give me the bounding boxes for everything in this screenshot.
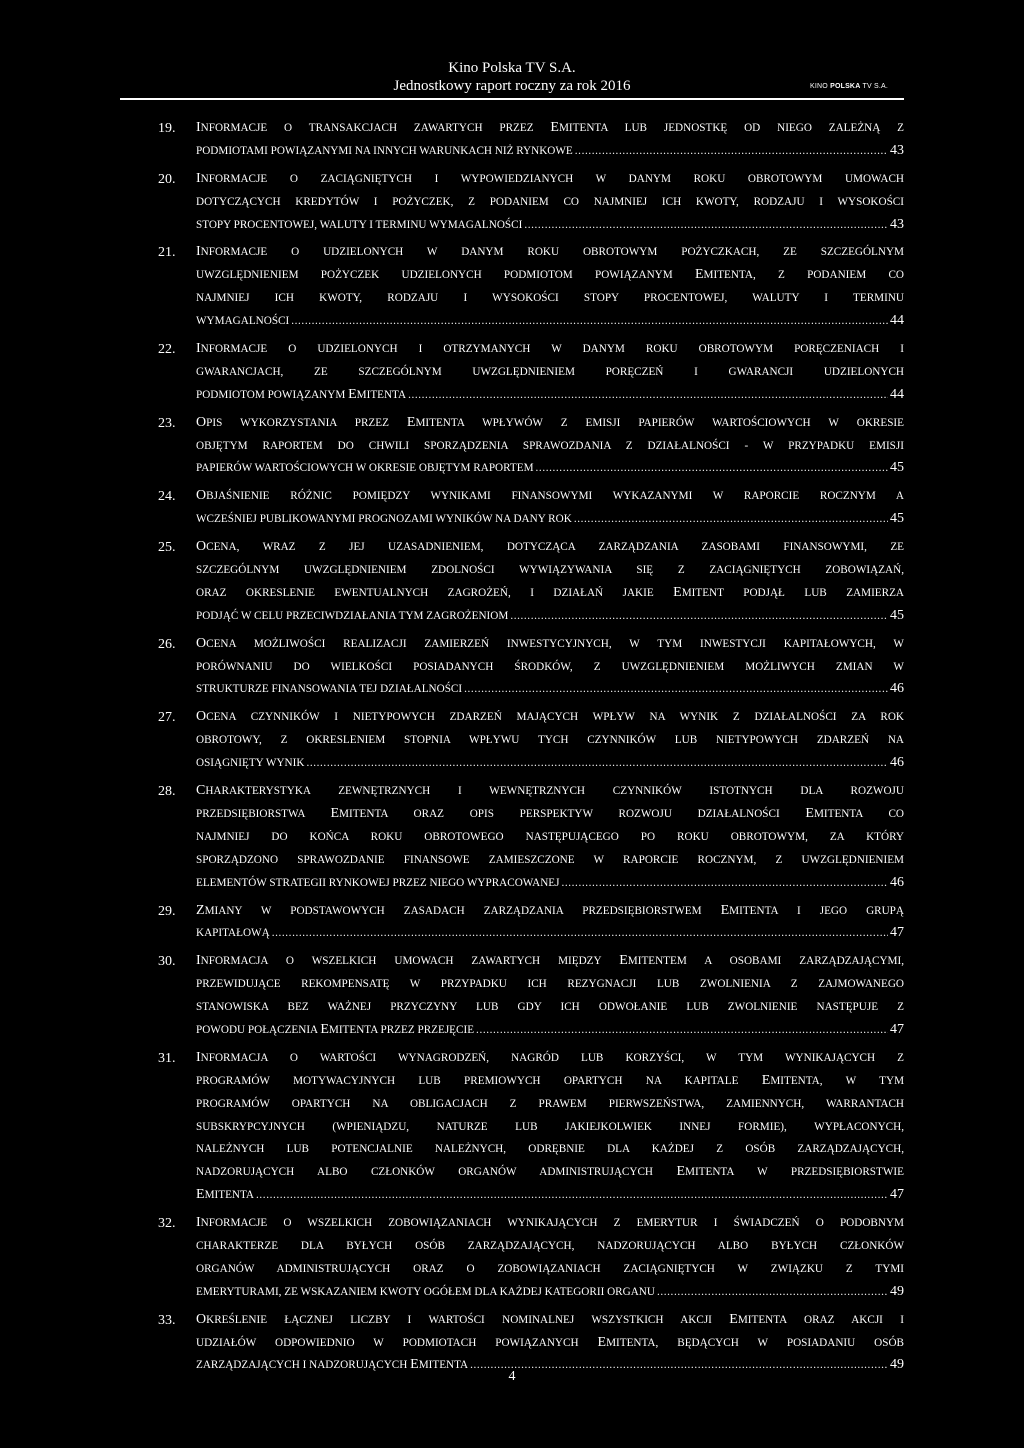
toc-entry[interactable] — [158, 950, 904, 1042]
toc-entry-text-end: EMITENTA — [196, 1187, 254, 1203]
logo-suffix: TV S.A. — [860, 83, 888, 90]
toc-entry-text-end: STRUKTURZE FINANSOWANIA TEJ DZIAŁALNOŚCI — [196, 683, 463, 696]
toc-entry-last-line — [196, 310, 904, 333]
toc-entry-text-line: SZCZEGÓLNYM UWZGLĘDNIENIEM ZDOLNOŚCI WYWIĄZYWANIA SIĘ Z ZACIĄGNIĘTYCH ZOBOWIĄZAŃ, — [196, 564, 904, 577]
toc-page-reference[interactable]: 43 — [890, 142, 904, 158]
toc-entry-text-end: WYMAGALNOŚCI — [196, 315, 290, 328]
toc-entry-number: 26. — [158, 636, 176, 652]
dot-leader — [561, 872, 888, 895]
toc-entry-text-end: KAPITAŁOWĄ — [196, 927, 270, 940]
toc-entry-last-line — [196, 384, 904, 407]
toc-entry[interactable] — [158, 485, 904, 531]
toc-entry-text-line: SUBSKRYPCYJNYCH (WPIENIĄDZU, NATURZE LUB JAKIEJKOLWIEK INNEJ FORMIE), WYPŁACONYCH, — [196, 1120, 904, 1133]
toc-entry-last-line — [196, 457, 904, 480]
toc-entry-text-line: INFORMACJA O WARTOŚCI WYNAGRODZEŃ, NAGRÓD LUB KORZYŚCI, W TYM WYNIKAJĄCYCH Z — [196, 1049, 904, 1065]
dot-leader — [306, 752, 888, 775]
dot-leader — [510, 605, 888, 628]
dot-leader — [256, 1184, 888, 1207]
dot-leader — [524, 214, 888, 237]
dot-leader — [575, 140, 888, 163]
header-report-title: Jednostkowy raport roczny za rok 2016 — [393, 78, 631, 94]
toc-entry-text-line: INFORMACJE O TRANSAKCJACH ZAWARTYCH PRZEZ EMITENTA LUB JEDNOSTKĘ OD NIEGO ZALEŻNĄ Z — [196, 120, 904, 135]
dot-leader — [536, 457, 888, 480]
toc-entry-number: 19. — [158, 121, 176, 136]
toc-entry-text-line: NALEŻNYCH LUB POTENCJALNIE NALEŻNYCH, ODRĘBNIE DLA KAŻDEJ Z OSÓB ZARZĄDZAJĄCYCH, — [196, 1143, 904, 1156]
toc-entry-last-line — [196, 605, 904, 628]
toc-entry[interactable] — [158, 117, 904, 163]
toc-entry-text-line: OBROTOWY, Z OKRESLENIEM STOPNIA WPŁYWU TYCH CZYNNIKÓW LUB NIETYPOWYCH ZDARZEŃ NA — [196, 734, 904, 747]
toc-entry[interactable] — [158, 633, 904, 702]
page-number: 4 — [508, 1369, 516, 1384]
toc-entry-text-line: OPIS WYKORZYSTANIA PRZEZ EMITENTA WPŁYWÓW Z EMISJI PAPIERÓW WARTOŚCIOWYCH W OKRESIE — [196, 414, 904, 430]
dot-leader — [291, 310, 888, 333]
toc-page-reference[interactable]: 46 — [890, 874, 904, 890]
toc-entry-last-line — [196, 1281, 904, 1304]
toc-entry-text-end: ZARZĄDZAJĄCYCH I NADZORUJĄCYCH EMITENTA — [196, 1357, 469, 1373]
toc-entry[interactable] — [158, 1309, 904, 1378]
toc-entry-text-end: STOPY PROCENTOWEJ, WALUTY I TERMINU WYMAGALNOŚCI — [196, 218, 523, 231]
toc-entry-text-line: OBJĘTYM RAPORTEM DO CHWILI SPORZĄDZENIA SPRAWOZDANIA Z DZIAŁALNOŚCI - W PRZYPADKU EMISJI — [196, 439, 904, 452]
toc-entry-number: 33. — [158, 1312, 176, 1328]
toc-entry-text-end: PAPIERÓW WARTOŚCIOWYCH W OKRESIE OBJĘTYM RAPORTEM — [196, 462, 534, 475]
header-company-name: Kino Polska TV S.A. — [448, 60, 576, 76]
toc-entry-number: 25. — [158, 540, 176, 556]
logo-prefix: KINO — [810, 83, 831, 90]
toc-entry-text-end: EMERYTURAMI, ZE WSKAZANIEM KWOTY OGÓŁEM DLA KAŻDEJ KATEGORII ORGANU — [196, 1285, 655, 1298]
toc-page-reference[interactable]: 45 — [890, 607, 904, 623]
toc-entry-text-line: UDZIAŁÓW ODPOWIEDNIO W PODMIOTACH POWIĄZANYCH EMITENTA, BĘDĄCYCH W POSIADANIU OSÓB — [196, 1334, 904, 1350]
header-divider — [120, 98, 904, 100]
dot-leader — [574, 508, 888, 531]
toc-entry-text-end: PODMIOTAMI POWIĄZANYMI NA INNYCH WARUNKACH NIŻ RYNKOWE — [196, 144, 573, 157]
toc-entry[interactable] — [158, 900, 904, 946]
toc-entry-last-line — [196, 1019, 904, 1042]
toc-entry-text-line: INFORMACJE O ZACIĄGNIĘTYCH I WYPOWIEDZIANYCH W DANYM ROKU OBROTOWYM UMOWACH — [196, 170, 904, 186]
toc-entry-text-line: PROGRAMÓW MOTYWACYJNYCH LUB PREMIOWYCH OPARTYCH NA KAPITALE EMITENTA, W TYM — [196, 1072, 904, 1088]
table-of-contents — [158, 117, 904, 1382]
toc-entry-text-line: ZMIANY W PODSTAWOWYCH ZASADACH ZARZĄDZANIA PRZEDSIĘBIORSTWEM EMITENTA I JEGO GRUPĄ — [196, 902, 904, 918]
toc-page-reference[interactable]: 44 — [890, 386, 904, 402]
toc-entry-number: 31. — [158, 1050, 176, 1066]
toc-entry-text-end: PODMIOTOM POWIĄZANYM EMITENTA — [196, 386, 407, 402]
toc-entry-text-line: STANOWISKA BEZ WAŻNEJ PRZYCZYNY LUB GDY ICH ODWOŁANIE LUB ZWOLNIENIE NASTĘPUJE Z — [196, 1001, 904, 1014]
toc-page-reference[interactable]: 47 — [890, 1021, 904, 1037]
toc-page-reference[interactable]: 46 — [890, 681, 904, 697]
toc-page-reference[interactable]: 44 — [890, 313, 904, 329]
toc-entry[interactable] — [158, 168, 904, 237]
toc-entry-text-line: GWARANCJACH, ZE SZCZEGÓLNYM UWZGLĘDNIENIEM PORĘCZEŃ I GWARANCJI UDZIELONYCH — [196, 365, 904, 378]
toc-entry-number: 22. — [158, 342, 176, 358]
toc-entry-text-end: WCZEŚNIEJ PUBLIKOWANYMI PROGNOZAMI WYNIKÓW NA DANY ROK — [196, 513, 572, 526]
toc-entry[interactable] — [158, 1212, 904, 1304]
toc-entry-number: 32. — [158, 1216, 176, 1232]
page-header — [120, 56, 904, 100]
toc-entry-text-line: NADZORUJĄCYCH ALBO CZŁONKÓW ORGANÓW ADMINISTRUJĄCYCH EMITENTA W PRZEDSIĘBIORSTWIE — [196, 1164, 904, 1180]
toc-entry-text-line: SPORZĄDZONO SPRAWOZDANIE FINANSOWE ZAMIESZCZONE W RAPORCIE ROCZNYM, Z UWZGLĘDNIENIEM — [196, 853, 904, 866]
toc-entry[interactable] — [158, 536, 904, 628]
toc-entry-text-line: CHARAKTERYSTYKA ZEWNĘTRZNYCH I WEWNĘTRZNYCH CZYNNIKÓW ISTOTNYCH DLA ROZWOJU — [196, 783, 904, 799]
toc-page-reference[interactable]: 43 — [890, 216, 904, 232]
toc-entry-text-line: OKREŚLENIE ŁĄCZNEJ LICZBY I WARTOŚCI NOMINALNEJ WSZYSTKICH AKCJI EMITENTA ORAZ AKCJI I — [196, 1311, 904, 1327]
toc-page-reference[interactable]: 47 — [890, 925, 904, 941]
toc-entry-text-line: PROGRAMÓW OPARTYCH NA OBLIGACJACH Z PRAWEM PIERWSZEŃSTWA, ZAMIENNYCH, WARRANTACH — [196, 1097, 904, 1110]
toc-entry-number: 24. — [158, 489, 176, 505]
toc-entry-text-end: POWODU POŁĄCZENIA EMITENTA PRZEZ PRZEJĘCIE — [196, 1021, 475, 1037]
toc-entry-last-line — [196, 214, 904, 237]
dot-leader — [476, 1019, 888, 1042]
toc-entry-text-line: CHARAKTERZE DLA BYŁYCH OSÓB ZARZĄDZAJĄCYCH, NADZORUJĄCYCH ALBO BYŁYCH CZŁONKÓW — [196, 1239, 904, 1252]
toc-entry-text-line: ORAZ OKRESLENIE EWENTUALNYCH ZAGROŻEŃ, I DZIAŁAŃ JAKIE EMITENT PODJĄŁ LUB ZAMIERZA — [196, 584, 904, 600]
toc-page-reference[interactable]: 49 — [890, 1357, 904, 1373]
toc-entry-text-end: ELEMENTÓW STRATEGII RYNKOWEJ PRZEZ NIEGO WYPRACOWANEJ — [196, 876, 560, 889]
company-logo — [810, 83, 888, 90]
toc-page-reference[interactable]: 45 — [890, 511, 904, 527]
toc-entry-text-line: PRZEWIDUJĄCE REKOMPENSATĘ W PRZYPADKU ICH REZYGNACJI LUB ZWOLNIENIA Z ZAJMOWANEGO — [196, 978, 904, 991]
toc-entry-text-line: OCENA MOŻLIWOŚCI REALIZACJI ZAMIERZEŃ INWESTYCYJNYCH, W TYM INWESTYCJI KAPITAŁOWYCH, W — [196, 635, 904, 651]
toc-entry-text-line: INFORMACJA O WSZELKICH UMOWACH ZAWARTYCH MIĘDZY EMITENTEM A OSOBAMI ZARZĄDZAJĄCYMI, — [196, 953, 904, 969]
dot-leader — [464, 678, 888, 701]
toc-entry[interactable] — [158, 1047, 904, 1207]
toc-entry[interactable] — [158, 338, 904, 407]
toc-entry-text-line: NAJMNIEJ ICH KWOTY, RODZAJU I WYSOKOŚCI STOPY PROCENTOWEJ, WALUTY I TERMINU — [196, 292, 904, 305]
toc-entry-number: 21. — [158, 245, 176, 261]
toc-entry[interactable] — [158, 706, 904, 775]
toc-entry-last-line — [196, 140, 904, 163]
toc-entry-text-line: INFORMACJE O UDZIELONYCH W DANYM ROKU OBROTOWYM POŻYCZKACH, ZE SZCZEGÓLNYM — [196, 244, 904, 260]
toc-entry-number: 23. — [158, 415, 176, 431]
toc-entry-text-line: NAJMNIEJ DO KOŃCA ROKU OBROTOWEGO NASTĘPUJĄCEGO PO ROKU OBROTOWYM, ZA KTÓRY — [196, 830, 904, 843]
toc-entry-number: 29. — [158, 903, 176, 919]
toc-entry[interactable] — [158, 241, 904, 333]
dot-leader — [272, 922, 888, 945]
toc-entry-text-line: OCENA, WRAZ Z JEJ UZASADNIENIEM, DOTYCZĄCA ZARZĄDZANIA ZASOBAMI FINANSOWYMI, ZE — [196, 539, 904, 555]
toc-entry-text-line: INFORMACJE O WSZELKICH ZOBOWIĄZANIACH WYNIKAJĄCYCH Z EMERYTUR I ŚWIADCZEŃ O PODOBNYM — [196, 1215, 904, 1231]
dot-leader — [657, 1281, 888, 1304]
toc-entry-text-line: OBJAŚNIENIE RÓŻNIC POMIĘDZY WYNIKAMI FINANSOWYMI WYKAZANYMI W RAPORCIE ROCZNYM A — [196, 488, 904, 504]
toc-entry-number: 27. — [158, 710, 176, 726]
toc-entry-last-line — [196, 678, 904, 701]
toc-page-reference[interactable]: 46 — [890, 755, 904, 771]
toc-entry[interactable] — [158, 780, 904, 894]
toc-entry-text-end: OSIĄGNIĘTY WYNIK — [196, 757, 305, 770]
toc-entry-text-line: INFORMACJE O UDZIELONYCH I OTRZYMANYCH W DANYM ROKU OBROTOWYM PORĘCZENIACH I — [196, 341, 904, 357]
toc-entry-last-line — [196, 872, 904, 895]
toc-entry-text-end: PODJĄĆ W CELU PRZECIWDZIAŁANIA TYM ZAGROŻENIOM — [196, 609, 509, 622]
logo-bold: POLSKA — [830, 83, 861, 90]
toc-entry[interactable] — [158, 412, 904, 481]
toc-entry-number: 28. — [158, 784, 176, 800]
toc-entry-last-line — [196, 1184, 904, 1207]
toc-entry-text-line: OCENA CZYNNIKÓW I NIETYPOWYCH ZDARZEŃ MAJĄCYCH WPŁYW NA WYNIK Z DZIAŁALNOŚCI ZA ROK — [196, 709, 904, 725]
toc-entry-text-line: ORGANÓW ADMINISTRUJĄCYCH ORAZ O ZOBOWIĄZANIACH ZACIĄGNIĘTYCH W ZWIĄZKU Z TYMI — [196, 1262, 904, 1275]
dot-leader — [408, 384, 888, 407]
toc-entry-text-line: UWZGLĘDNIENIEM POŻYCZEK UDZIELONYCH PODMIOTOM POWIĄZANYM EMITENTA, Z PODANIEM CO — [196, 267, 904, 283]
toc-page-reference[interactable]: 49 — [890, 1283, 904, 1299]
toc-entry-text-line: DOTYCZĄCYCH KREDYTÓW I POŻYCZEK, Z PODANIEM CO NAJMNIEJ ICH KWOTY, RODZAJU I WYSOKOŚCI — [196, 195, 904, 208]
toc-entry-number: 20. — [158, 171, 176, 187]
toc-entry-last-line — [196, 508, 904, 531]
toc-entry-number: 30. — [158, 954, 176, 970]
toc-page-reference[interactable]: 45 — [890, 460, 904, 476]
toc-entry-text-line: PORÓWNANIU DO WIELKOŚCI POSIADANYCH ŚRODKÓW, Z UWZGLĘDNIENIEM MOŻLIWYCH ZMIAN W — [196, 660, 904, 673]
toc-entry-last-line — [196, 922, 904, 945]
toc-entry-text-line: PRZEDSIĘBIORSTWA EMITENTA ORAZ OPIS PERSPEKTYW ROZWOJU DZIAŁALNOŚCI EMITENTA CO — [196, 805, 904, 821]
toc-entry-last-line — [196, 752, 904, 775]
toc-page-reference[interactable]: 47 — [890, 1187, 904, 1203]
